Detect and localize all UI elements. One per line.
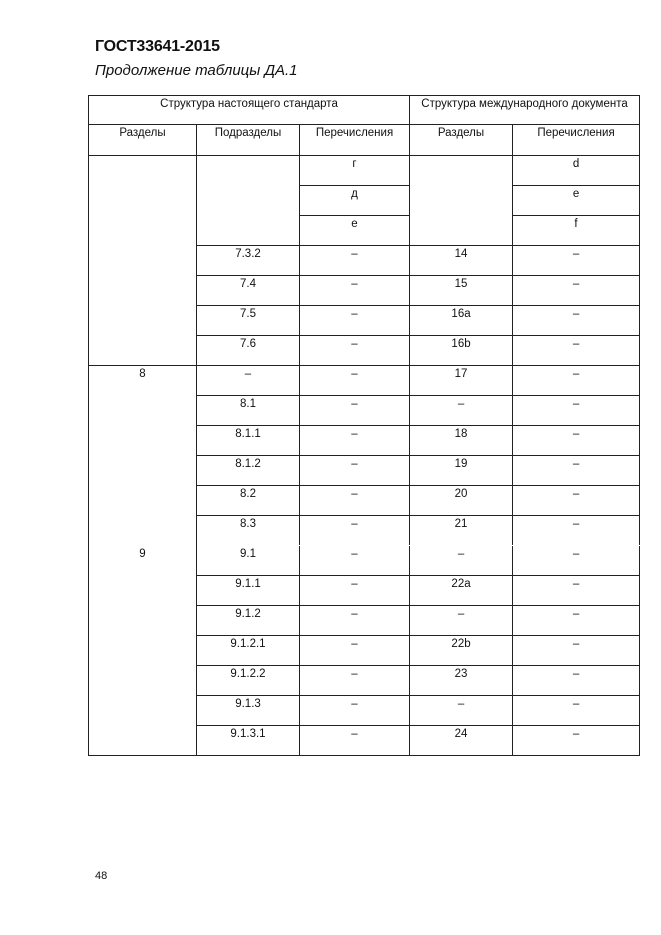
table-cell: 9.1.3.1 xyxy=(197,726,300,756)
table-cell: 9.1.2.1 xyxy=(197,636,300,666)
table-cell: – xyxy=(300,606,410,636)
table-cell: 20 xyxy=(410,486,513,516)
table-cell: д xyxy=(300,186,410,216)
page-number: 48 xyxy=(95,870,108,882)
table-cell: – xyxy=(513,606,640,636)
table-cell: 16b xyxy=(410,336,513,366)
table-cell: 18 xyxy=(410,426,513,456)
table-cell: – xyxy=(410,546,513,576)
document-title: ГОСТ33641-2015 xyxy=(95,38,220,55)
table-cell: – xyxy=(513,426,640,456)
table-cell: – xyxy=(513,366,640,396)
table-cell: – xyxy=(300,426,410,456)
table-cell: 15 xyxy=(410,276,513,306)
table-cell: – xyxy=(300,726,410,756)
table-cell: 8.1.1 xyxy=(197,426,300,456)
table-cell: 8.3 xyxy=(197,516,300,546)
table-cell: – xyxy=(513,336,640,366)
table-cell: – xyxy=(513,726,640,756)
table-cell: г xyxy=(300,156,410,186)
column-header: Разделы xyxy=(410,125,513,156)
table-cell: – xyxy=(300,516,410,546)
table-cell: 7.6 xyxy=(197,336,300,366)
table-cell: – xyxy=(300,696,410,726)
table-cell: – xyxy=(513,546,640,576)
table-cell: 9.1.3 xyxy=(197,696,300,726)
group-header-international-document: Структура международного документа xyxy=(410,96,640,125)
table-cell: 8.2 xyxy=(197,486,300,516)
table-cell: 7.4 xyxy=(197,276,300,306)
table-cell: – xyxy=(410,396,513,426)
table-cell: e xyxy=(513,186,640,216)
table-cell: – xyxy=(300,366,410,396)
table-cell: – xyxy=(513,636,640,666)
table-cell: 16a xyxy=(410,306,513,336)
table-cell: 7.3.2 xyxy=(197,246,300,276)
table-row xyxy=(89,546,640,576)
table-cell: – xyxy=(513,396,640,426)
column-header: Перечисления xyxy=(513,125,640,156)
table-cell: 8.1.2 xyxy=(197,456,300,486)
table-cell: – xyxy=(300,396,410,426)
table-cell: 19 xyxy=(410,456,513,486)
table-cell: – xyxy=(300,666,410,696)
table-group-header-row xyxy=(89,96,640,125)
table-cell: – xyxy=(300,636,410,666)
table-cell: – xyxy=(197,366,300,396)
table-cell: 22b xyxy=(410,636,513,666)
table-cell xyxy=(410,156,513,246)
table-cell: d xyxy=(513,156,640,186)
table-column-header-row xyxy=(89,125,640,156)
table-cell: 24 xyxy=(410,726,513,756)
table-cell: 9.1 xyxy=(197,546,300,576)
table-cell: 9.1.2 xyxy=(197,606,300,636)
table-cell: – xyxy=(300,456,410,486)
table-cell: – xyxy=(300,276,410,306)
table-cell: – xyxy=(300,246,410,276)
table-cell: – xyxy=(513,306,640,336)
table-cell: 7.5 xyxy=(197,306,300,336)
table-cell: 8.1 xyxy=(197,396,300,426)
table-cell: 14 xyxy=(410,246,513,276)
table-cell: 8 xyxy=(89,366,197,546)
table-cell: – xyxy=(410,696,513,726)
table-cell: – xyxy=(300,486,410,516)
table-continuation-caption: Продолжение таблицы ДА.1 xyxy=(95,62,298,79)
table-cell xyxy=(197,156,300,246)
table-row xyxy=(89,366,640,396)
table-cell: 23 xyxy=(410,666,513,696)
table-cell: 9.1.1 xyxy=(197,576,300,606)
table-cell: – xyxy=(513,486,640,516)
table-cell: 9 xyxy=(89,546,197,756)
table-cell: – xyxy=(410,606,513,636)
table-cell: – xyxy=(513,276,640,306)
table-cell: 22a xyxy=(410,576,513,606)
column-header: Перечисления xyxy=(300,125,410,156)
table-cell: – xyxy=(513,516,640,546)
table-cell: – xyxy=(300,336,410,366)
correspondence-table xyxy=(88,95,640,756)
table-cell: – xyxy=(300,546,410,576)
table-cell: f xyxy=(513,216,640,246)
table-cell: – xyxy=(300,576,410,606)
table-cell: – xyxy=(513,696,640,726)
table-cell: – xyxy=(513,666,640,696)
table-cell xyxy=(89,156,197,366)
table-cell: – xyxy=(513,576,640,606)
table-cell: – xyxy=(513,456,640,486)
table-cell: – xyxy=(513,246,640,276)
table-cell: 21 xyxy=(410,516,513,546)
column-header: Разделы xyxy=(89,125,197,156)
table-cell: – xyxy=(300,306,410,336)
table-cell: 9.1.2.2 xyxy=(197,666,300,696)
group-header-this-standard: Структура настоящего стандарта xyxy=(89,96,410,125)
table-row xyxy=(89,156,640,186)
table-cell: е xyxy=(300,216,410,246)
table-cell: 17 xyxy=(410,366,513,396)
column-header: Подразделы xyxy=(197,125,300,156)
